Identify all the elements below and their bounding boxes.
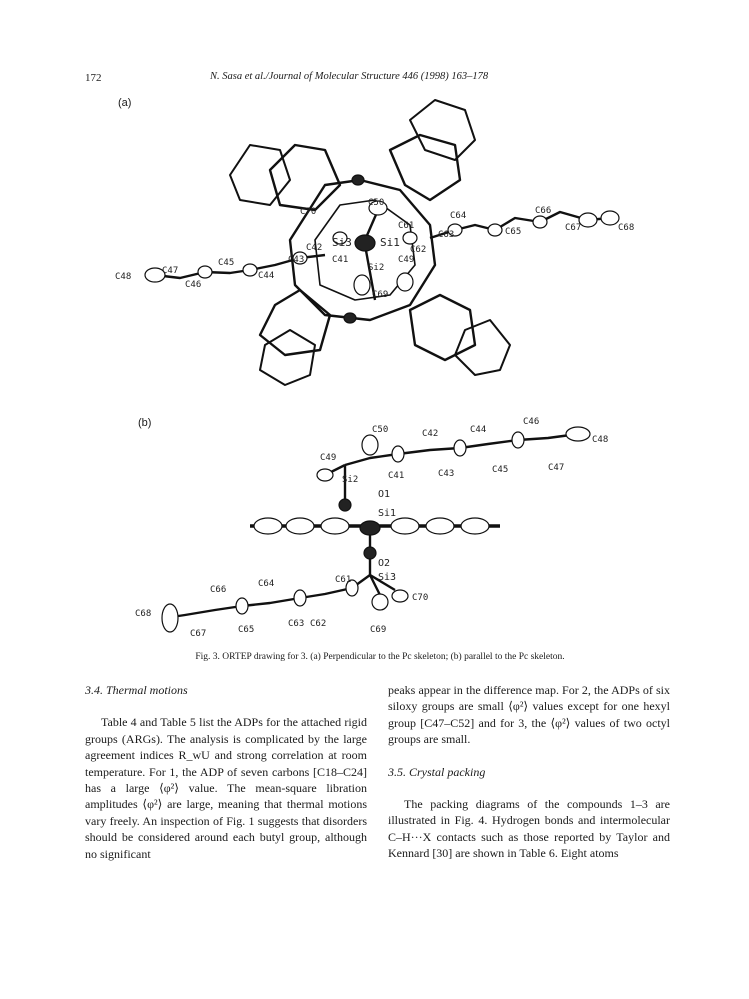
section-title-thermal-motions: 3.4. Thermal motions bbox=[85, 683, 188, 697]
atom-label: O1 bbox=[378, 489, 391, 500]
atom-label: C48 bbox=[592, 435, 609, 445]
atom-label: C48 bbox=[115, 272, 132, 282]
atom-label: Si2 bbox=[368, 263, 385, 273]
atom-label: C50 bbox=[372, 425, 389, 435]
atom-label: Si2 bbox=[342, 475, 359, 485]
atom-label: C47 bbox=[548, 463, 565, 473]
atom-label: C64 bbox=[258, 579, 275, 589]
atom-label: C63 bbox=[288, 619, 305, 629]
atom-label: C50 bbox=[368, 198, 385, 208]
atom-label: C42 bbox=[422, 429, 439, 439]
atom-label: C47 bbox=[162, 266, 179, 276]
atom-label: C45 bbox=[492, 465, 509, 475]
atom-label: C66 bbox=[210, 585, 227, 595]
atom-label: C68 bbox=[618, 223, 635, 233]
atom-label: C70 bbox=[300, 207, 317, 217]
atom-label: C46 bbox=[523, 417, 540, 427]
page-number: 172 bbox=[85, 72, 102, 84]
atom-label: Si1 bbox=[380, 236, 400, 249]
atom-label: C61 bbox=[398, 221, 415, 231]
ortep-figure-a bbox=[110, 90, 650, 410]
panel-b-label: (b) bbox=[138, 417, 152, 429]
atom-label: C43 bbox=[288, 255, 305, 265]
atom-label: C49 bbox=[398, 255, 415, 265]
atom-label: C68 bbox=[135, 609, 152, 619]
paragraph: The packing diagrams of the compounds 1–3 are illustrated in Fig. 4. Hydrogen bonds and intermolecular C–H···X contacts such as those reported by Taylor and Kennard [30] are shown in Table 6. Eight atoms bbox=[388, 797, 670, 861]
paragraph: Table 4 and Table 5 list the ADPs for the attached rigid groups (ARGs). The analysis is complicated by the large agreement indices R_wU and strong correlation at room temperature. For 1, the ADP of seven carbons [C18–C24] has a large ⟨φ²⟩ value. The mean-square libration amplitudes ⟨φ²⟩ are large, meaning that thermal motions vary freely. An inspection of Fig. 1 suggests that disorders should be considered around each butyl group, although no significant bbox=[85, 715, 367, 861]
atom-label: C62 bbox=[310, 619, 327, 629]
atom-label: C69 bbox=[370, 625, 387, 635]
left-column bbox=[85, 682, 367, 862]
figure-caption: Fig. 3. ORTEP drawing for 3. (a) Perpendicular to the Pc skeleton; (b) parallel to the Pc skeleton. bbox=[195, 652, 565, 662]
atom-label: C67 bbox=[190, 629, 207, 639]
atom-label: C44 bbox=[258, 271, 275, 281]
atom-label: C41 bbox=[388, 471, 405, 481]
atom-label: O2 bbox=[378, 558, 391, 569]
atom-label: C69 bbox=[372, 290, 389, 300]
panel-a-label: (a) bbox=[118, 97, 132, 109]
atom-label: C67 bbox=[565, 223, 582, 233]
atom-label: C66 bbox=[535, 206, 552, 216]
atom-label: C61 bbox=[335, 575, 352, 585]
atom-label: C49 bbox=[320, 453, 337, 463]
atom-label: C41 bbox=[332, 255, 349, 265]
section-title-crystal-packing: 3.5. Crystal packing bbox=[388, 764, 486, 779]
atom-label: C64 bbox=[450, 211, 467, 221]
atom-label: C65 bbox=[505, 227, 522, 237]
atom-label: C45 bbox=[218, 258, 235, 268]
atom-label: C42 bbox=[306, 243, 323, 253]
right-column bbox=[388, 682, 670, 862]
atom-label: C43 bbox=[438, 469, 455, 479]
atom-label: C44 bbox=[470, 425, 487, 435]
atom-label: Si1 bbox=[378, 508, 397, 519]
atom-label: C46 bbox=[185, 280, 202, 290]
atom-label: C63 bbox=[438, 230, 455, 240]
atom-label: C65 bbox=[238, 625, 255, 635]
running-header: N. Sasa et al./Journal of Molecular Structure 446 (1998) 163–178 bbox=[210, 71, 489, 82]
ortep-figure-b bbox=[130, 410, 650, 650]
atom-label: Si3 bbox=[378, 572, 397, 583]
atom-label: C62 bbox=[410, 245, 427, 255]
atom-label: Si3 bbox=[332, 236, 352, 249]
paragraph: peaks appear in the difference map. For 2, the ADPs of six siloxy groups are small ⟨φ²⟩ values except for one hexyl group [C47–C52] and for 3, the ⟨φ²⟩ values of two octyl groups are small. bbox=[388, 683, 670, 747]
atom-label: C70 bbox=[412, 593, 429, 603]
